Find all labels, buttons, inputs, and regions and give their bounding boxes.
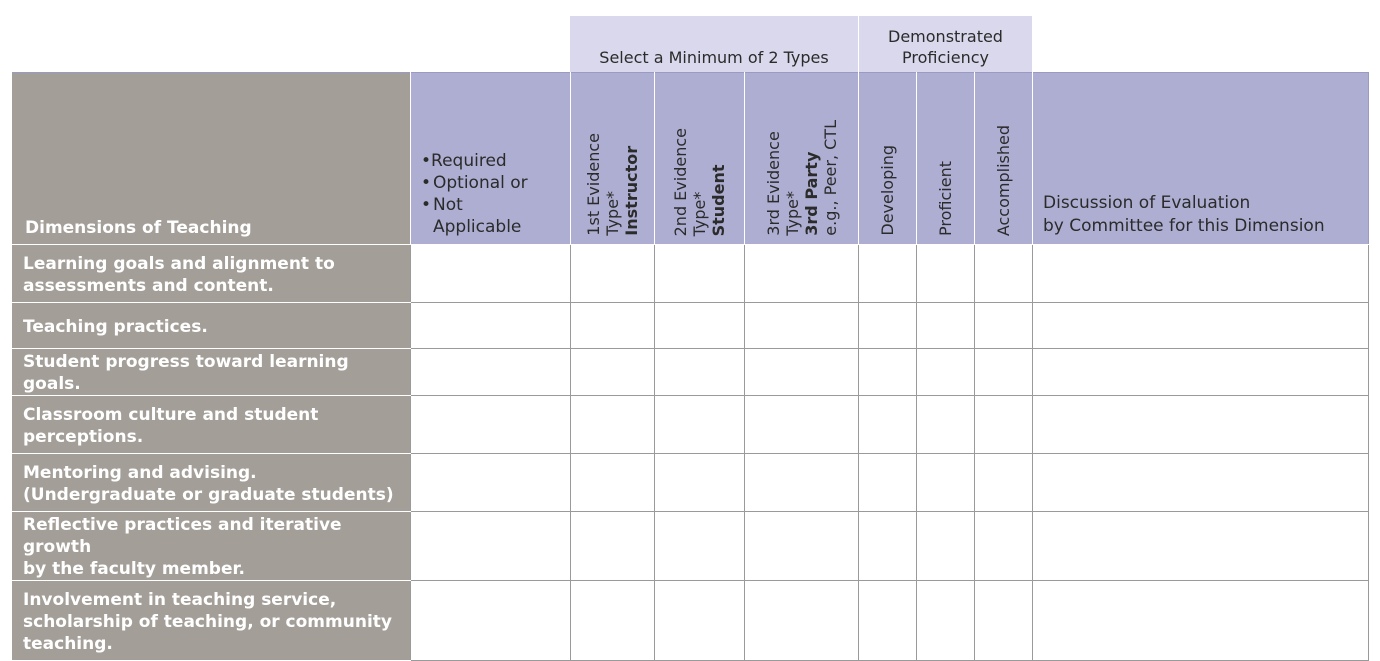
table-row	[13, 581, 1369, 661]
table-row	[13, 303, 1369, 349]
evidence-2-cell[interactable]	[655, 245, 745, 303]
evidence-1-header: 1st Evidence Type* Instructor	[571, 73, 655, 245]
proficient-cell[interactable]	[917, 581, 975, 661]
dimension-label: Teaching practices.	[13, 303, 411, 349]
select-minimum-label: Select a Minimum of 2 Types	[599, 48, 829, 67]
evidence-3-cell[interactable]	[745, 245, 859, 303]
required-cell[interactable]	[411, 303, 571, 349]
required-option: • Required	[421, 151, 507, 171]
developing-header: Developing	[859, 73, 917, 245]
dimension-label: Involvement in teaching service, scholarship of teaching, or community teaching.	[13, 581, 411, 661]
proficient-cell[interactable]	[917, 454, 975, 512]
discussion-cell[interactable]	[1033, 349, 1369, 396]
proficient-cell[interactable]	[917, 512, 975, 581]
evidence-3-cell[interactable]	[745, 454, 859, 512]
demonstrated-label-line2: Proficiency	[902, 48, 989, 67]
required-cell[interactable]	[411, 581, 571, 661]
evidence-2-cell[interactable]	[655, 303, 745, 349]
proficient-cell[interactable]	[917, 396, 975, 454]
demonstrated-label-line1: Demonstrated	[888, 27, 1003, 46]
accomplished-cell[interactable]	[975, 245, 1033, 303]
dimension-label: Student progress toward learning goals.	[13, 349, 411, 396]
developing-cell[interactable]	[859, 245, 917, 303]
accomplished-cell[interactable]	[975, 454, 1033, 512]
discussion-cell[interactable]	[1033, 303, 1369, 349]
accomplished-cell[interactable]	[975, 303, 1033, 349]
not-applicable-option-cont: Applicable	[433, 217, 522, 237]
developing-cell[interactable]	[859, 396, 917, 454]
dimension-label: Reflective practices and iterative growth by the faculty member.	[13, 512, 411, 581]
evidence-3-cell[interactable]	[745, 303, 859, 349]
accomplished-cell[interactable]	[975, 396, 1033, 454]
evidence-1-cell[interactable]	[571, 303, 655, 349]
developing-cell[interactable]	[859, 581, 917, 661]
evidence-3-cell[interactable]	[745, 512, 859, 581]
table-row	[13, 396, 1369, 454]
dimensions-header	[13, 73, 411, 245]
proficient-cell[interactable]	[917, 303, 975, 349]
bullet-icon: •	[421, 195, 432, 215]
evidence-1-cell[interactable]	[571, 581, 655, 661]
accomplished-cell[interactable]	[975, 349, 1033, 396]
optional-option: • Optional or	[421, 173, 528, 193]
proficient-cell[interactable]	[917, 349, 975, 396]
developing-cell[interactable]	[859, 303, 917, 349]
table-row	[13, 245, 1369, 303]
evidence-1-cell[interactable]	[571, 245, 655, 303]
required-cell[interactable]	[411, 512, 571, 581]
discussion-cell[interactable]	[1033, 245, 1369, 303]
evidence-2-cell[interactable]	[655, 396, 745, 454]
proficient-cell[interactable]	[917, 245, 975, 303]
dimension-label: Mentoring and advising. (Undergraduate or graduate students)	[13, 454, 411, 512]
required-cell[interactable]	[411, 396, 571, 454]
discussion-cell[interactable]	[1033, 512, 1369, 581]
evidence-3-cell[interactable]	[745, 349, 859, 396]
bullet-icon: •	[421, 173, 432, 193]
required-cell[interactable]	[411, 454, 571, 512]
evidence-1-cell[interactable]	[571, 396, 655, 454]
evidence-2-cell[interactable]	[655, 349, 745, 396]
required-header	[411, 73, 571, 245]
evidence-1-cell[interactable]	[571, 512, 655, 581]
not-applicable-option: • Not	[421, 195, 463, 215]
discussion-header: Discussion of Evaluation by Committee for this Dimension	[1033, 73, 1369, 245]
header-row	[13, 73, 1369, 245]
evidence-2-header: 2nd Evidence Type* Student	[655, 73, 745, 245]
discussion-cell[interactable]	[1033, 454, 1369, 512]
discussion-cell[interactable]	[1033, 396, 1369, 454]
table-row	[13, 454, 1369, 512]
evidence-2-cell[interactable]	[655, 581, 745, 661]
table-row	[13, 512, 1369, 581]
accomplished-header: Accomplished	[975, 73, 1033, 245]
accomplished-cell[interactable]	[975, 512, 1033, 581]
discussion-cell[interactable]	[1033, 581, 1369, 661]
dimension-label: Learning goals and alignment to assessments and content.	[13, 245, 411, 303]
evidence-3-cell[interactable]	[745, 581, 859, 661]
developing-cell[interactable]	[859, 512, 917, 581]
table-row	[13, 349, 1369, 396]
dimension-label: Classroom culture and student perceptions.	[13, 396, 411, 454]
dimensions-header-label: Dimensions of Teaching	[25, 218, 252, 238]
required-cell[interactable]	[411, 349, 571, 396]
developing-cell[interactable]	[859, 349, 917, 396]
evidence-3-header: 3rd Evidence Type* 3rd Party e.g., Peer, CTL	[745, 73, 859, 245]
evidence-1-cell[interactable]	[571, 349, 655, 396]
evidence-2-cell[interactable]	[655, 454, 745, 512]
select-minimum-header	[570, 16, 858, 72]
proficient-header: Proficient	[917, 73, 975, 245]
required-cell[interactable]	[411, 245, 571, 303]
teaching-evaluation-table	[12, 72, 1369, 661]
bullet-icon: •	[421, 151, 432, 171]
evidence-3-cell[interactable]	[745, 396, 859, 454]
demonstrated-proficiency-header	[858, 16, 1032, 72]
accomplished-cell[interactable]	[975, 581, 1033, 661]
evidence-2-cell[interactable]	[655, 512, 745, 581]
evidence-1-cell[interactable]	[571, 454, 655, 512]
developing-cell[interactable]	[859, 454, 917, 512]
